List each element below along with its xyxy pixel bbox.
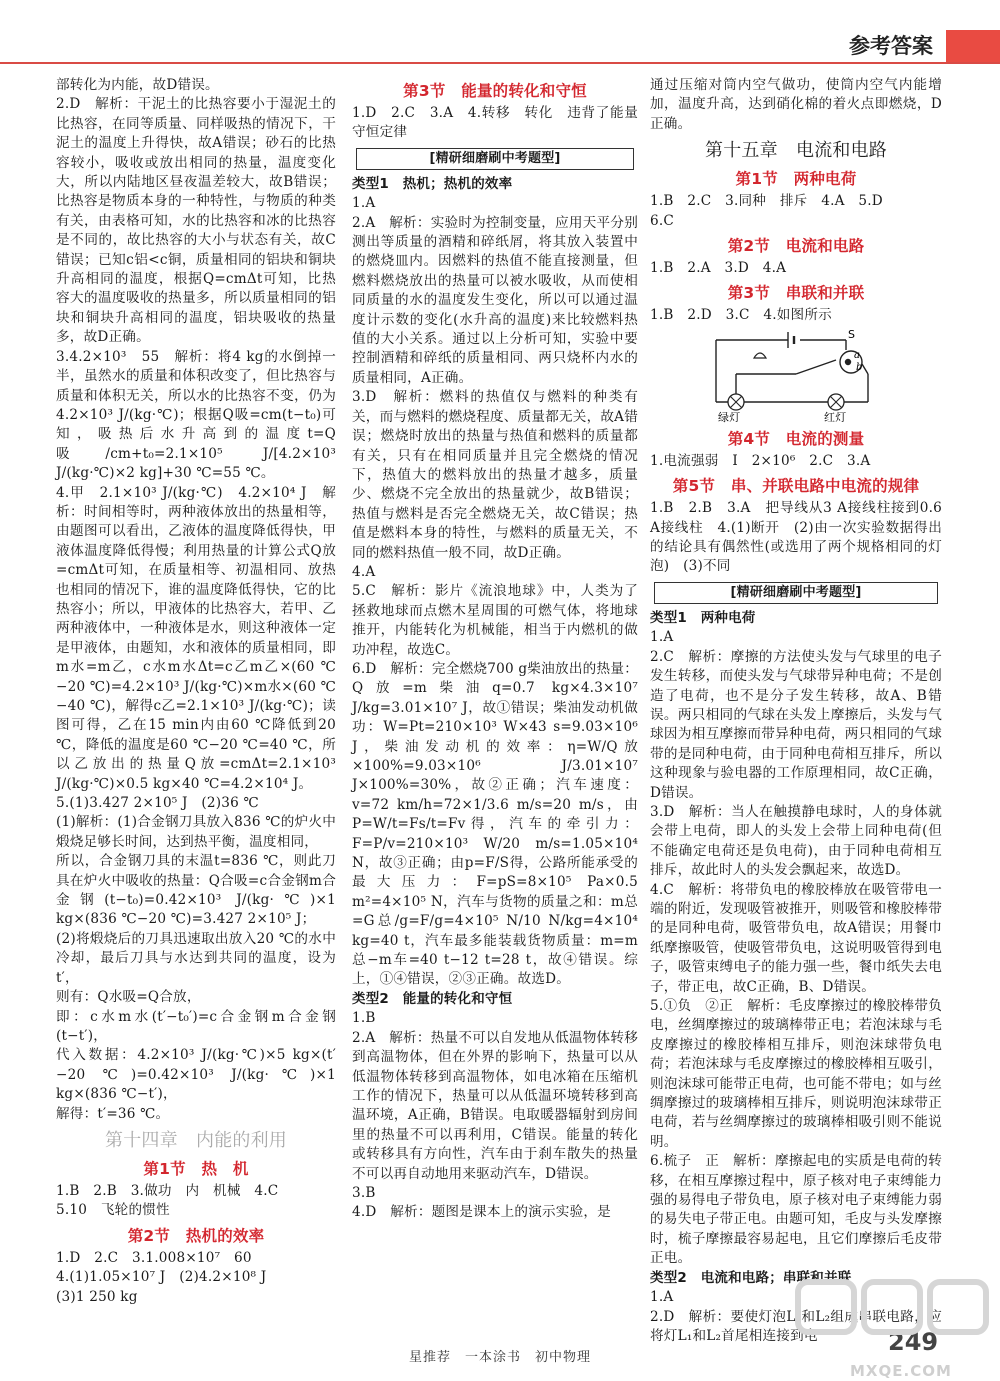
header-accent-tab: [946, 30, 1000, 64]
answer-text: (2)将煅烧后的刀具迅速取出放入20 ℃的水中冷却，最后刀具与水达到共同的温度，设为t′，: [56, 930, 336, 986]
answer-text: 2.A 解析：热量不可以自发地从低温物体转移到高温物体，但在外界的影响下，热量可以从低温物体转移到高温物体，如电冰箱在压缩机工作的情况下，热量可以从低温环境转移到高温环境，A正确，B错误。电取暖器辐射到房间里的热量不可以再利用，C错误。能量的转化或转移具有方向性，汽车由于刹车散失的热量不可以再自动地用来驱动汽车，D错误。: [352, 1029, 638, 1182]
answer-text: 1.电流强弱 I 2×10⁶ 2.C 3.A: [650, 452, 871, 469]
type-heading: 类型1 热机；热机的效率: [352, 175, 513, 192]
answer-text: 2.D 解析：干泥土的比热容要小于湿泥土的比热容，在同等质量、同样吸热的情况下，干泥土的温度上升得快，故A错误；砂石的比热容较小，吸收或放出相同的热量，温度变化大，所以内陆地区昼夜温差较大，故B错误；比热容是物质本身的一种特性，与物质的种类有关，由表格可知，水的比热容和冰的比热容是不同的，故比热容的大小与状态有关，故C错误；已知c铝<c铜，质量相同的铝块和铜块升高相同的温度，根据Q=cmΔt可知，比热容大的温度吸收的热量多，所以质量相同的铝块和铜块升高相同的温度，铝块吸收的热量多，故D正确。: [56, 96, 336, 346]
switch-label: S: [848, 327, 856, 341]
answer-text: 1.D 2.C 3.A 4.转移 转化 违背了能量守恒定律: [352, 105, 638, 141]
section-title: 第1节 两种电荷: [735, 170, 857, 189]
exam-type-box: [精研细磨刷中考题型]: [356, 148, 634, 170]
answer-text: 即：c水m水(t′−t₀′)=c合金钢m合金钢(t−t′)，: [56, 1008, 336, 1044]
answer-text: (1)解析：(1)合金钢刀具放入836 ℃的炉火中煅烧足够长时间，达到热平衡，温度相同，: [56, 814, 336, 850]
answer-text: 1.B 2.B 3.做功 内 机械 4.C 5.10 飞轮的惯性: [56, 1182, 279, 1219]
answer-text: 1.B: [352, 1010, 376, 1027]
contact-b-label: b: [856, 361, 863, 373]
answer-text: 3.4.2×10³ 55 解析：将4 kg的水倒掉一半，虽然水的质量和体积改变了，但比热容与质量和体积无关，所以水的比热容不变，仍为4.2×10³ J/(kg·℃)；根据Q吸=cm(t−t₀)可知，吸热后水升高到的温度t=Q吸/cm+t₀=2.1×10⁵ J/[4.2×10³ J/(kg·℃)×2 kg]+30 ℃=55 ℃。: [56, 348, 341, 482]
watermark-text: MXQE.COM: [850, 1362, 952, 1380]
exam-type-box: [精研细磨刷中考题型]: [654, 582, 938, 604]
header-label: 参考答案: [849, 34, 933, 58]
section-title: 第1节 热 机: [143, 1159, 249, 1178]
green-lamp-label: 绿灯: [718, 410, 741, 424]
section-title: 第4节 电流的测量: [727, 429, 865, 448]
answer-text: 1.A: [650, 1289, 674, 1306]
section-title: 第3节 串联和并联: [727, 284, 865, 303]
answer-text: 6.梳子 正 解析：摩擦起电的实质是电荷的转移，在相互摩擦过程中，原子核对电子束缚能力强的易得电子带负电，原子核对电子束缚能力弱的易失电子带正电。由题可知，毛皮与头发摩擦时，梳子摩擦最容易起电，且它们摩擦后毛皮带正电。: [650, 1153, 942, 1267]
answer-text: 3.D 解析：燃料的热值仅与燃料的种类有关，而与燃料的燃烧程度、质量都无关，故A错误；燃烧时放出的热量与热值和燃料的质量都有关，只有在相同质量并且完全燃烧的情况下，热值大的燃料放出的热量才越多，质量少、燃烧不完全放出的热量就少，故B错误；热值与燃料是否完全燃烧无关，故C错误；热值是燃料本身的特性，与燃料的质量无关，不同的燃料热值一般不同，故D正确。: [352, 389, 638, 561]
answer-text: 3.B: [352, 1184, 376, 1201]
bell-icon: [754, 353, 766, 358]
type-heading: 类型2 能量的转化和守恒: [352, 990, 513, 1007]
chapter-title: 第十五章 电流和电路: [705, 140, 887, 162]
answer-text: 2.D 解析：要使灯泡L₁和L₂组成串联电路，应将灯L₁和L₂首尾相连接到电: [650, 1308, 942, 1344]
footer-text: 星推荐 一本涂书 初中物理: [408, 1350, 591, 1365]
answer-text: 则有：Q水吸=Q合放，: [56, 989, 201, 1006]
answer-text: 2.C 解析：摩擦的方法使头发与气球里的电子发生转移，而使头发与气球带异种电荷；不是创造了电荷，也不是分子发生转移，故A、B错误。两只相同的气球在头发上摩擦后，头发与气球因为相互摩擦而带异种电荷，两只相同的气球带的是同种电荷，由于同种电荷相互排斥，所以这种现象与验电器的工作原理相同，故C正确，D错误。: [650, 648, 942, 801]
answer-text: 1.B 2.C 3.同种 排斥 4.A 5.D 6.C: [650, 193, 883, 229]
section-title: 第3节 能量的转化和守恒: [403, 82, 587, 100]
answer-text: 1.B 2.B 3.A 把导线从3 A接线柱接到0.6 A接线柱 4.(1)断开 (2)由一次实验数据得出的结论具有偶然性(或选用了两个规格相同的灯泡) (3)不同: [650, 500, 947, 575]
answer-text: 解得：t′=36 ℃。: [56, 1105, 170, 1122]
answer-text: 3.D 解析：当人在触摸静电球时，人的身体就会带上电荷，即人的头发上会带上同种电荷(但不能确定电荷还是负电荷)，由于同种电荷相互排斥，故此时人的头发会飘起来，故选D。: [650, 803, 942, 879]
answer-text: 1.A: [650, 629, 674, 646]
answer-text: 4.D 解析：题图是课本上的演示实验，是: [352, 1204, 611, 1221]
section-title: 第2节 电流和电路: [727, 237, 865, 256]
column-1: [56, 76, 341, 1311]
answer-text: 代入数据：4.2×10³ J/(kg·℃)×5 kg×(t′−20 ℃)=0.42×10³ J/(kg·℃)×1 kg×(836 ℃−t′)，: [56, 1047, 341, 1103]
answer-text: 部转化为内能，故D错误。: [56, 77, 219, 93]
answer-text: 5.(1)3.427 2×10⁵ J (2)36 ℃: [56, 795, 259, 812]
answer-text: 所以，合金钢刀具的末温t=836 ℃，则此刀具在炉火中吸收的热量：Q合吸=c合金钢m合金钢(t−t₀)=0.42×10³ J/(kg·℃)×1 kg×(836 ℃−20 ℃)=3.427 2×10⁵ J；: [56, 853, 341, 928]
chapter-title: 第十四章 内能的利用: [105, 1129, 287, 1151]
answer-text: 1.A: [352, 195, 376, 212]
answer-text: 1.B 2.D 3.C 4.如图所示: [650, 307, 832, 324]
answer-text: 5.①负 ②正 解析：毛皮摩擦过的橡胶棒带负电，丝绸摩擦过的玻璃棒带正电；若泡沫球与毛皮摩擦过的橡胶棒相互排斥，则泡沫球带负电荷；若泡沫球与毛皮摩擦过的橡胶棒相互吸引，则泡沫球可能带正电荷，也可能不带电；如与丝绸摩擦过的玻璃棒相互排斥，则说明泡沫球带正电荷，若与丝绸摩擦过的玻璃棒相吸引则不能说明。: [650, 998, 942, 1150]
type-heading: 类型1 两种电荷: [650, 609, 756, 626]
circuit-diagram: [696, 328, 896, 424]
answer-text: 2.A 解析：实验时为控制变量，应用天平分别测出等质量的酒精和碎纸屑，将其放入装置中的燃烧皿内。因燃料的热值不能直接测量，但燃料燃烧放出的热量可以被水吸收，从而使相同质量的水的温度发生变化，所以可以通过温度计示数的变化(水升高的温度)来比较燃料热值的大小关系。通过以上分析可知，实验中要控制酒精和碎纸的质量相同、两只烧杯内水的质量相同，A正确。: [352, 214, 638, 386]
contact-a-label: a: [854, 349, 861, 361]
answer-text: 4.甲 2.1×10³ J/(kg·℃) 4.2×10⁴ J 解析：时间相等时，两种液体放出的热量相等，由题图可以看出，乙液体的温度降低得快，甲液体温度降低得慢；利用热量的计算公式Q放=cmΔt可知，在质量相等、初温相同、放热也相同的情况下，谁的温度降低得快，它的比热容小；所以，甲液体的比热容大，若甲、乙两种液体中，一种液体是水，则这种液体一定是甲液体，由题知，水和液体的质量相同，即m水=m乙，c水m水Δt=c乙m乙×(60 ℃−20 ℃)=4.2×10³ J/(kg·℃)×m水×(60 ℃−40 ℃)，解得c乙=2.1×10³ J/(kg·℃)；读图可得，乙在15 min内由60 ℃降低到20 ℃，降低的温度是60 ℃−20 ℃=40 ℃，所以乙放出的热量Q放=cmΔt=2.1×10³ J/(kg·℃)×0.5 kg×40 ℃=4.2×10⁴ J。: [56, 484, 341, 792]
header-rule: [0, 62, 1000, 64]
type-heading: 类型2 电流和电路；串联和并联: [650, 1269, 852, 1286]
red-lamp-label: 红灯: [824, 410, 847, 424]
answer-text: 4.A: [352, 563, 376, 580]
section-title: 第2节 热机的效率: [127, 1226, 265, 1245]
page-number: 249: [888, 1328, 939, 1356]
answer-text: 1.B 2.A 3.D 4.A: [650, 260, 787, 277]
answer-text: 1.D 2.C 3.1.008×10⁷ 60 4.(1)1.05×10⁷ J (2)4.2×10⁸ J (3)1 250 kg: [56, 1249, 267, 1305]
answer-text: 4.C 解析：将带负电的橡胶棒放在吸管带电一端的附近，发现吸管被推开，则吸管和橡胶棒带的是同种电荷，吸管带负电，故A错误；用餐巾纸摩擦吸管，使吸管带负电，这说明吸管得到电子，吸管束缚电子的能力强一些，餐巾纸失去电子，带正电，故C正确，B、D错误。: [650, 881, 942, 995]
answer-text: 5.C 解析：影片《流浪地球》中，人类为了拯救地球而点燃木星周围的可燃气体，将地球推开，内能转化为机械能，相当于内燃机的做功冲程，故选C。: [352, 583, 638, 658]
column-2: [352, 76, 643, 1311]
answer-text: 6.D 解析：完全燃烧700 g柴油放出的热量：Q放=m柴油q=0.7 kg×4.3×10⁷ J/kg=3.01×10⁷ J，故①错误；柴油发动机做功：W=Pt=210×10³ W×43 s=9.03×10⁶ J，柴油发动机的效率：η=W/Q放×100%=9.03×10⁶ J/3.01×10⁷ J×100%=30%，故②正确；汽车速度：v=72 km/h=72×1/3.6 m/s=20 m/s，由P=W/t=Fs/t=Fv得，汽车的牵引力：F=P/v=210×10³ W/20 m/s=1.05×10⁴ N，故③正确；由p=F/S得，公路所能承受的最大压力：F=pS=8×10⁵ Pa×0.5 m²=4×10⁵ N，汽车与货物的质量之和：m总=G总/g=F/g=4×10⁵ N/10 N/kg=4×10⁴ kg=40 t，汽车最多能装载货物质量：m=m总−m车=40 t−12 t=28 t，故④错误。综上，①④错误，②③正确。故选D。: [352, 660, 643, 988]
section-title: 第5节 串、并联电路中电流的规律: [672, 477, 920, 496]
answer-text: 通过压缩对筒内空气做功，使筒内空气内能增加，温度升高，达到硝化棉的着火点即燃烧，D正确。: [650, 77, 942, 132]
